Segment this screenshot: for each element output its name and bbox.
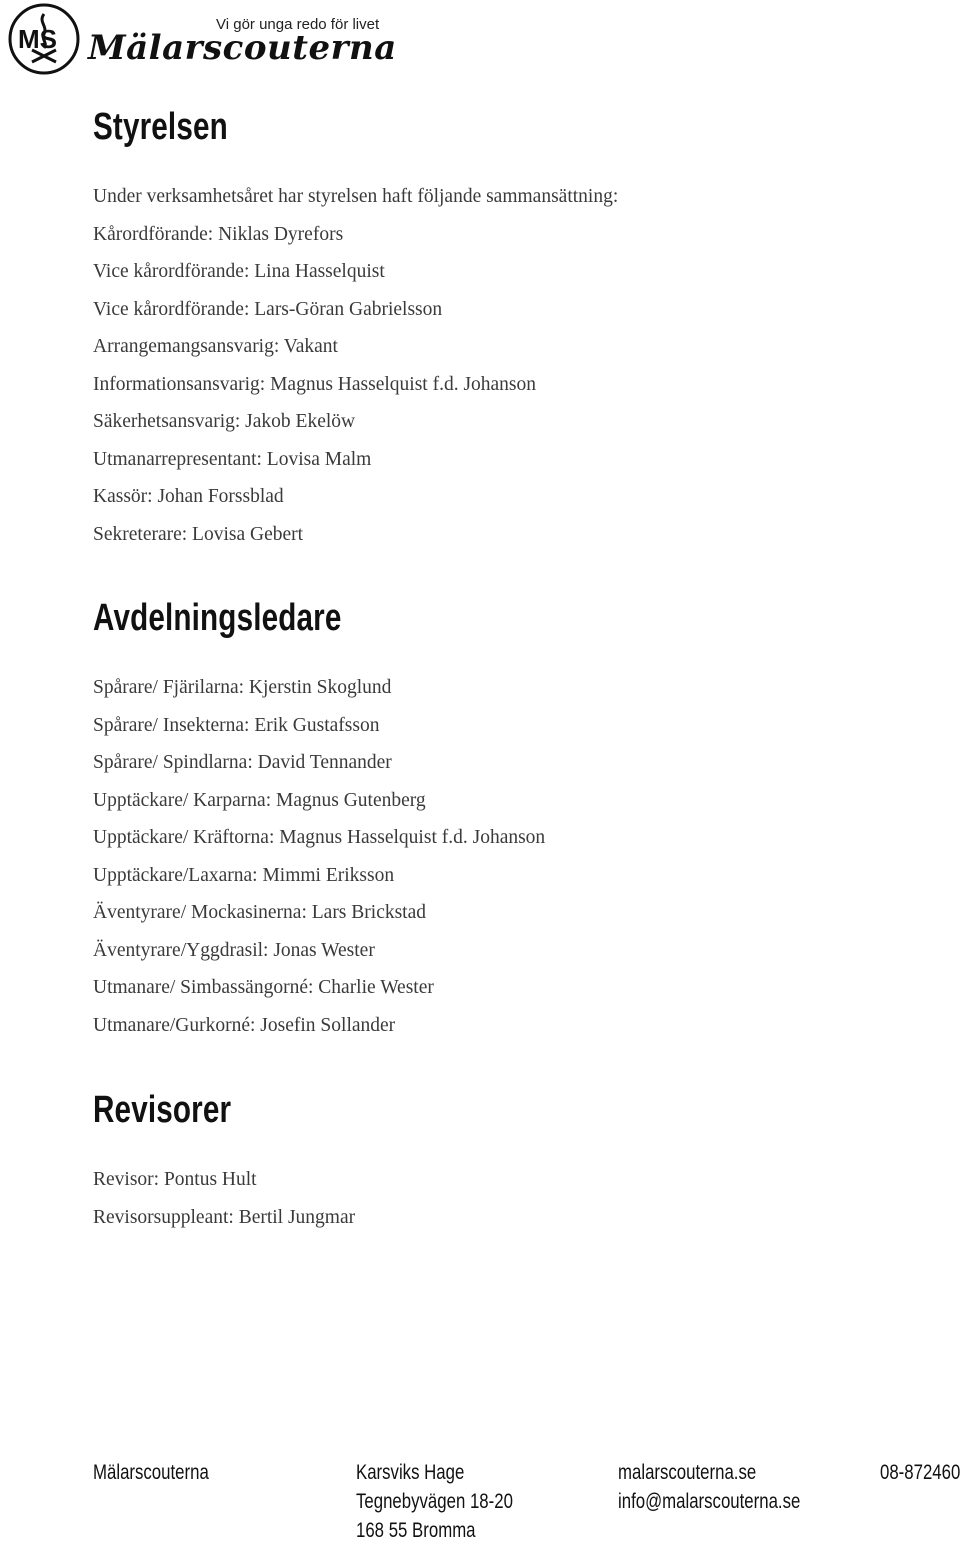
footer-phone-col (880, 1458, 960, 1487)
footer-address-line: 168 55 Bromma (356, 1519, 476, 1542)
section-title-styrelsen: Styrelsen (93, 106, 228, 148)
footer-phone: 08-872460 (880, 1461, 960, 1484)
footer-email-link[interactable]: info@malarscouterna.se (618, 1490, 801, 1513)
list-item: Utmanarrepresentant: Lovisa Malm (93, 448, 372, 470)
footer-address-line: Karsviks Hage (356, 1461, 465, 1484)
tagline: Vi gör unga redo för livet (216, 16, 380, 33)
footer-org (93, 1458, 209, 1487)
list-item: Utmanare/ Simbassängorné: Charlie Wester (93, 977, 434, 998)
list-item: Kassör: Johan Forssblad (93, 486, 284, 507)
list-item: Upptäckare/ Kräftorna: Magnus Hasselquist f.d. Johanson (93, 827, 546, 848)
footer-org-name: Mälarscouterna (93, 1461, 209, 1484)
list-item: Revisorsuppleant: Bertil Jungmar (93, 1206, 356, 1228)
list-item: Vice kårordförande: Lars-Göran Gabrielsson (93, 298, 443, 320)
footer-contact (618, 1458, 800, 1516)
letterhead (0, 0, 960, 80)
logo-letters: MS (18, 24, 57, 54)
list-item: Kårordförande: Niklas Dyrefors (93, 223, 344, 245)
list-item: Säkerhetsansvarig: Jakob Ekelöw (93, 411, 356, 432)
avdelningsledare-list (93, 669, 545, 1044)
list-item: Sekreterare: Lovisa Gebert (93, 523, 304, 545)
list-item: Upptäckare/ Karparna: Magnus Gutenberg (93, 789, 426, 811)
styrelsen-list (93, 178, 618, 553)
list-item: Vice kårordförande: Lina Hasselquist (93, 261, 385, 282)
list-item: Äventyrare/ Mockasinerna: Lars Brickstad (93, 902, 427, 923)
list-item: Under verksamhetsåret har styrelsen haft följande sammansättning: (93, 186, 619, 207)
brand-name: Mälarscouterna (88, 28, 397, 68)
list-item: Utmanare/Gurkorné: Josefin Sollander (93, 1014, 396, 1036)
list-item: Arrangemangsansvarig: Vakant (93, 336, 338, 357)
scout-logo-icon (4, 2, 84, 76)
footer-web-link[interactable]: malarscouterna.se (618, 1461, 757, 1484)
list-item: Upptäckare/Laxarna: Mimmi Eriksson (93, 864, 395, 886)
list-item: Revisor: Pontus Hult (93, 1169, 257, 1190)
footer-address-line: Tegnebyvägen 18-20 (356, 1490, 513, 1513)
list-item: Äventyrare/Yggdrasil: Jonas Wester (93, 939, 375, 961)
footer-address (356, 1458, 513, 1545)
section-title-avdelningsledare: Avdelningsledare (93, 597, 342, 639)
list-item: Spårare/ Fjärilarna: Kjerstin Skoglund (93, 677, 392, 698)
section-title-revisorer: Revisorer (93, 1089, 232, 1131)
list-item: Spårare/ Insekterna: Erik Gustafsson (93, 714, 380, 736)
revisorer-list (93, 1161, 355, 1236)
list-item: Informationsansvarig: Magnus Hasselquist f.d. Johanson (93, 373, 537, 395)
list-item: Spårare/ Spindlarna: David Tennander (93, 752, 392, 773)
